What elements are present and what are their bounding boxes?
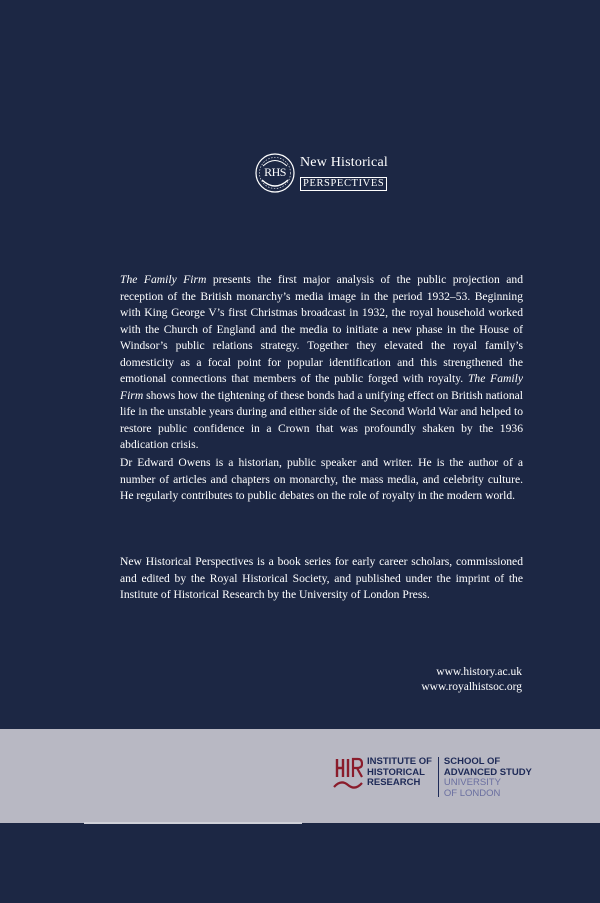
url-royalhistsoc[interactable]: www.royalhistsoc.org (421, 681, 522, 693)
ihr-line2: HISTORICAL (367, 766, 425, 778)
ihr-mark-icon (333, 757, 363, 791)
series-name-line1: New Historical (300, 155, 388, 170)
book-title-2: The Family Firm (120, 372, 523, 402)
ihr-line3: RESEARCH (367, 777, 421, 788)
author-bio (120, 455, 523, 505)
sas-line4: OF LONDON (443, 787, 501, 799)
series-note-text: New Historical Perspectives is a book series for early career scholars, commissioned and edited by the Royal Historical Society, and published under the imprint of the Institute of Historical Research by the University of London Press. (120, 555, 523, 601)
sas-name (444, 757, 532, 799)
logo-divider (438, 757, 439, 797)
website-urls (421, 665, 522, 695)
series-logo (254, 152, 388, 194)
book-title: The Family Firm (120, 273, 207, 286)
band-edge (84, 822, 302, 824)
ihr-name (367, 757, 432, 789)
series-name-line2: PERSPECTIVES (300, 177, 387, 191)
blurb-text-2: shows how the tightening of these bonds had a unifying effect on British national life in the unstable years during and either side of the Second World War and helped to restore public confidence in a Crown that was profoundly shaken by the 1936 abdication crisis. (120, 388, 523, 451)
blurb-text-1: presents the first major analysis of the public projection and reception of the British monarchy’s media image in the period 1932–53. Beginning with King George V’s first Christmas broadcast in 1932, the royal household worked with the Church of England and the media to initiate a new phase in the House of Windsor’s public relations strategy. Together they elevated the royal family’s domesticity as a focal point for popular identification and this strengthened the emotional connections that members of the public forged with royalty. (120, 273, 523, 385)
sas-line3: UNIVERSITY (443, 777, 501, 788)
rhs-seal-text: RHS (264, 165, 286, 179)
series-note (120, 554, 523, 604)
book-blurb (120, 272, 523, 454)
author-bio-text: Dr Edward Owens is a historian, public speaker and writer. He is the author of a number of articles and chapters on monarchy, the mass media, and celebrity culture. He regularly contributes to public debates on the role of royalty in the modern world. (120, 456, 523, 502)
publisher-logo (333, 757, 532, 799)
series-name (300, 155, 388, 191)
url-history[interactable]: www.history.ac.uk (436, 666, 522, 678)
ihr-line1: INSTITUTE OF (367, 756, 432, 767)
sas-line1: SCHOOL OF (443, 756, 501, 767)
sas-line2: ADVANCED STUDY (443, 766, 532, 778)
